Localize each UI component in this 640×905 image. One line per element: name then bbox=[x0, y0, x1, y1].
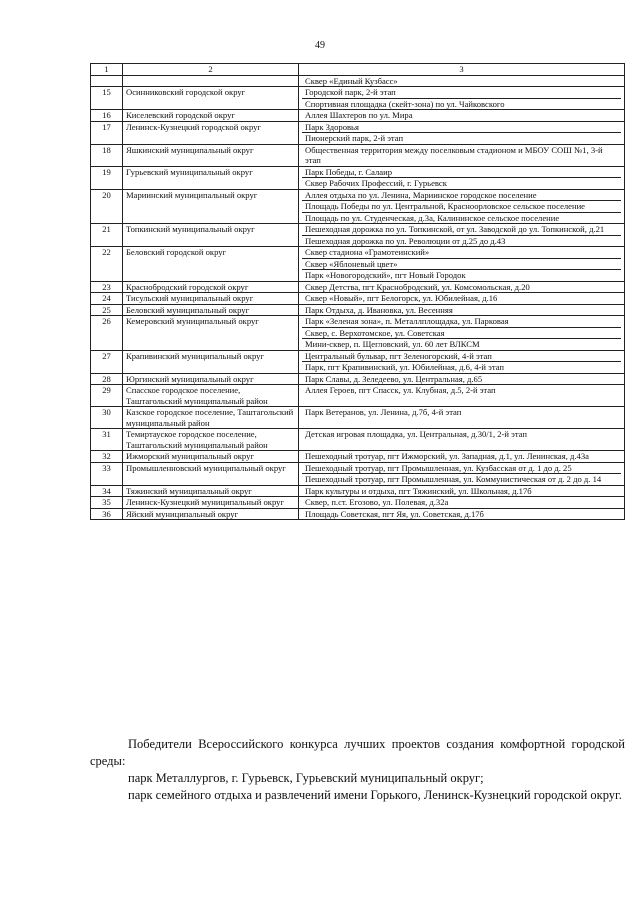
row-district: Краснобродский городской округ bbox=[123, 281, 299, 293]
territory-item: Детская игровая площадка, ул. Центральная, д.30/1, 2-й этап bbox=[305, 429, 528, 439]
territory-item: Аллея отдыха по ул. Ленина, Мариинское городское поселение bbox=[305, 189, 537, 200]
row-district: Юргинский муниципальный округ bbox=[123, 373, 299, 385]
row-items bbox=[299, 373, 625, 385]
territory-item: Парк Победы, г. Салаир bbox=[305, 166, 393, 177]
row-number: 36 bbox=[91, 508, 123, 520]
page-number: 49 bbox=[315, 40, 325, 51]
territory-item: Сквер «Единый Кузбасс» bbox=[305, 75, 398, 86]
row-district: Топкинский муниципальный округ bbox=[123, 224, 299, 247]
row-district: Тисульский муниципальный округ bbox=[123, 293, 299, 305]
winners-intro: Победители Всероссийского конкурса лучших проектов создания комфортной городской среды: bbox=[90, 737, 625, 768]
territory-item: Парк Отдыха, д. Ивановка, ул. Весенняя bbox=[305, 304, 453, 315]
territory-item: Парк, пгт Крапивинский, ул. Юбилейная, д.6, 4-й этап bbox=[302, 361, 621, 373]
header-col-3: 3 bbox=[299, 64, 625, 76]
row-number: 19 bbox=[91, 166, 123, 189]
territory-item: Сквер, п.ст. Егозово, ул. Полевая, д.32а bbox=[305, 497, 449, 507]
row-district: Крапивинский муниципальный округ bbox=[123, 350, 299, 373]
territory-item: Мини-сквер, п. Щегловский, ул. 60 лет ВЛКСМ bbox=[302, 338, 621, 350]
table-row bbox=[91, 304, 625, 316]
header-col-1: 1 bbox=[91, 64, 123, 76]
territory-item: Пешеходный тротуар, пгт Промышленная, ул. Кузбасская от д. 1 до д. 25 bbox=[305, 462, 572, 473]
table-row bbox=[91, 350, 625, 373]
table-row bbox=[91, 462, 625, 485]
row-number: 24 bbox=[91, 293, 123, 305]
table-row bbox=[91, 75, 625, 87]
territories-table bbox=[90, 63, 625, 520]
row-items bbox=[299, 166, 625, 189]
table-row bbox=[91, 429, 625, 451]
row-district: Ленинск-Кузнецкий муниципальный округ bbox=[123, 497, 299, 509]
territory-item: Аллея Шахтеров по ул. Мира bbox=[305, 110, 413, 120]
row-number bbox=[91, 75, 123, 87]
row-district: Осинниковский городской округ bbox=[123, 87, 299, 110]
table-row bbox=[91, 281, 625, 293]
row-items bbox=[299, 508, 625, 520]
table-row bbox=[91, 451, 625, 463]
table-header-row bbox=[91, 64, 625, 76]
territory-item: Площадь Советская, пгт Яя, ул. Советская, д.17б bbox=[305, 508, 484, 519]
row-number: 15 bbox=[91, 87, 123, 110]
territory-item: Парк Здоровья bbox=[305, 121, 359, 132]
territory-item: Пешеходный тротуар, пгт Промышленная, ул. Коммунистическая от д. 2 до д. 14 bbox=[302, 473, 621, 485]
table-row bbox=[91, 497, 625, 509]
territory-item: Парк «Зеленая зона», п. Металлплощадка, ул. Парковая bbox=[305, 316, 509, 326]
territory-item: Сквер Детства, пгт Краснобродский, ул. Комсомольская, д.20 bbox=[305, 281, 530, 292]
row-number: 17 bbox=[91, 121, 123, 144]
row-district: Гурьевский муниципальный округ bbox=[123, 166, 299, 189]
table-row bbox=[91, 316, 625, 351]
territory-item: Парк культуры и отдыха, пгт Тяжинский, ул. Школьная, д.17б bbox=[305, 485, 532, 496]
row-number: 29 bbox=[91, 385, 123, 407]
territory-item: Пешеходная дорожка по ул. Революции от д.25 до д.43 bbox=[302, 235, 621, 247]
row-items bbox=[299, 485, 625, 497]
row-number: 32 bbox=[91, 451, 123, 463]
territory-item: Пионерский парк, 2-й этап bbox=[302, 132, 621, 144]
row-items bbox=[299, 87, 625, 110]
table-row bbox=[91, 166, 625, 189]
winners-section bbox=[90, 736, 625, 804]
territory-item: Парк Славы, д. Зеледеево, ул. Центральная, д.65 bbox=[305, 373, 483, 384]
territory-item: Городской парк, 2-й этап bbox=[305, 87, 396, 97]
winner-item: парк Металлургов, г. Гурьевск, Гурьевский муниципальный округ; bbox=[128, 771, 484, 785]
territory-item: Площадь Победы по ул. Центральной, Красноорловское сельское поселение bbox=[302, 200, 621, 212]
row-items bbox=[299, 429, 625, 451]
table-row bbox=[91, 385, 625, 407]
row-number: 35 bbox=[91, 497, 123, 509]
header-col-2: 2 bbox=[123, 64, 299, 76]
row-number: 28 bbox=[91, 373, 123, 385]
row-number: 21 bbox=[91, 224, 123, 247]
table-row bbox=[91, 485, 625, 497]
row-number: 23 bbox=[91, 281, 123, 293]
row-items bbox=[299, 281, 625, 293]
territory-item: Сквер стадиона «Грамотеинский» bbox=[305, 247, 430, 257]
row-number: 26 bbox=[91, 316, 123, 351]
row-district: Промышленновский муниципальный округ bbox=[123, 462, 299, 485]
row-items bbox=[299, 451, 625, 463]
territory-item: Общественная территория между поселковым стадионом и МБОУ СОШ №1, 3-й этап bbox=[305, 144, 603, 165]
territory-item: Пешеходный тротуар, пгт Ижморский, ул. Западная, д.1, ул. Ленинская, д.43а bbox=[305, 451, 589, 461]
table-row bbox=[91, 87, 625, 110]
row-number: 33 bbox=[91, 462, 123, 485]
row-items bbox=[299, 497, 625, 509]
row-number: 27 bbox=[91, 350, 123, 373]
row-district: Беловский городской округ bbox=[123, 247, 299, 282]
row-number: 25 bbox=[91, 304, 123, 316]
row-items bbox=[299, 144, 625, 166]
row-number: 22 bbox=[91, 247, 123, 282]
row-items bbox=[299, 407, 625, 429]
row-district: Казское городское поселение, Таштагольский муниципальный район bbox=[123, 407, 299, 429]
row-district bbox=[123, 75, 299, 87]
table-row bbox=[91, 293, 625, 305]
row-district: Темиртауское городское поселение, Таштагольский муниципальный район bbox=[123, 429, 299, 451]
row-items bbox=[299, 110, 625, 122]
table-row bbox=[91, 407, 625, 429]
row-number: 16 bbox=[91, 110, 123, 122]
row-district: Ленинск-Кузнецкий городской округ bbox=[123, 121, 299, 144]
territory-item: Парк «Новогородский», пгт Новый Городок bbox=[302, 269, 621, 281]
table-row bbox=[91, 189, 625, 224]
row-district: Яшкинский муниципальный округ bbox=[123, 144, 299, 166]
territory-item: Парк Ветеранов, ул. Ленина, д.7б, 4-й этап bbox=[305, 407, 462, 417]
row-number: 30 bbox=[91, 407, 123, 429]
row-items bbox=[299, 75, 625, 87]
territory-item: Сквер, с. Верхотомское, ул. Советская bbox=[302, 327, 621, 339]
table-row bbox=[91, 247, 625, 282]
row-items bbox=[299, 385, 625, 407]
row-items bbox=[299, 350, 625, 373]
territory-item: Спортивная площадка (скейт-зона) по ул. Чайковского bbox=[302, 98, 621, 110]
table-row bbox=[91, 224, 625, 247]
row-district: Яйский муниципальный округ bbox=[123, 508, 299, 520]
winner-item: парк семейного отдыха и развлечений имени Горького, Ленинск-Кузнецкий городской округ. bbox=[128, 788, 622, 802]
row-items bbox=[299, 189, 625, 224]
row-items bbox=[299, 224, 625, 247]
row-number: 20 bbox=[91, 189, 123, 224]
row-number: 31 bbox=[91, 429, 123, 451]
territory-item: Пешеходная дорожка по ул. Топкинской, от ул. Заводской до ул. Топкинской, д.21 bbox=[305, 224, 605, 234]
territory-item: Сквер «Новый», пгт Белогорск, ул. Юбилейная, д.16 bbox=[305, 293, 498, 303]
row-district: Ижморский муниципальный округ bbox=[123, 451, 299, 463]
row-district: Тяжинский муниципальный округ bbox=[123, 485, 299, 497]
table-row bbox=[91, 508, 625, 520]
row-district: Мариинский муниципальный округ bbox=[123, 189, 299, 224]
table-row bbox=[91, 110, 625, 122]
row-items bbox=[299, 304, 625, 316]
table-row bbox=[91, 144, 625, 166]
territory-item: Центральный бульвар, пгт Зеленогорский, 4-й этап bbox=[305, 350, 492, 361]
table-row bbox=[91, 121, 625, 144]
row-district: Киселевский городской округ bbox=[123, 110, 299, 122]
territory-item: Площадь по ул. Студенческая, д.3а, Калининское сельское поселение bbox=[302, 212, 621, 224]
row-district: Беловский муниципальный округ bbox=[123, 304, 299, 316]
row-items bbox=[299, 247, 625, 282]
row-items bbox=[299, 293, 625, 305]
row-district: Кемеровский муниципальный округ bbox=[123, 316, 299, 351]
row-items bbox=[299, 462, 625, 485]
territory-item: Сквер Рабочих Профессий, г. Гурьевск bbox=[302, 177, 621, 189]
row-district: Спасское городское поселение, Таштагольский муниципальный район bbox=[123, 385, 299, 407]
row-number: 34 bbox=[91, 485, 123, 497]
table-row bbox=[91, 373, 625, 385]
row-items bbox=[299, 121, 625, 144]
territory-item: Сквер «Яблоневый цвет» bbox=[302, 258, 621, 270]
row-items bbox=[299, 316, 625, 351]
territory-item: Аллея Героев, пгт Спасск, ул. Клубная, д.5, 2-й этап bbox=[305, 385, 496, 395]
row-number: 18 bbox=[91, 144, 123, 166]
